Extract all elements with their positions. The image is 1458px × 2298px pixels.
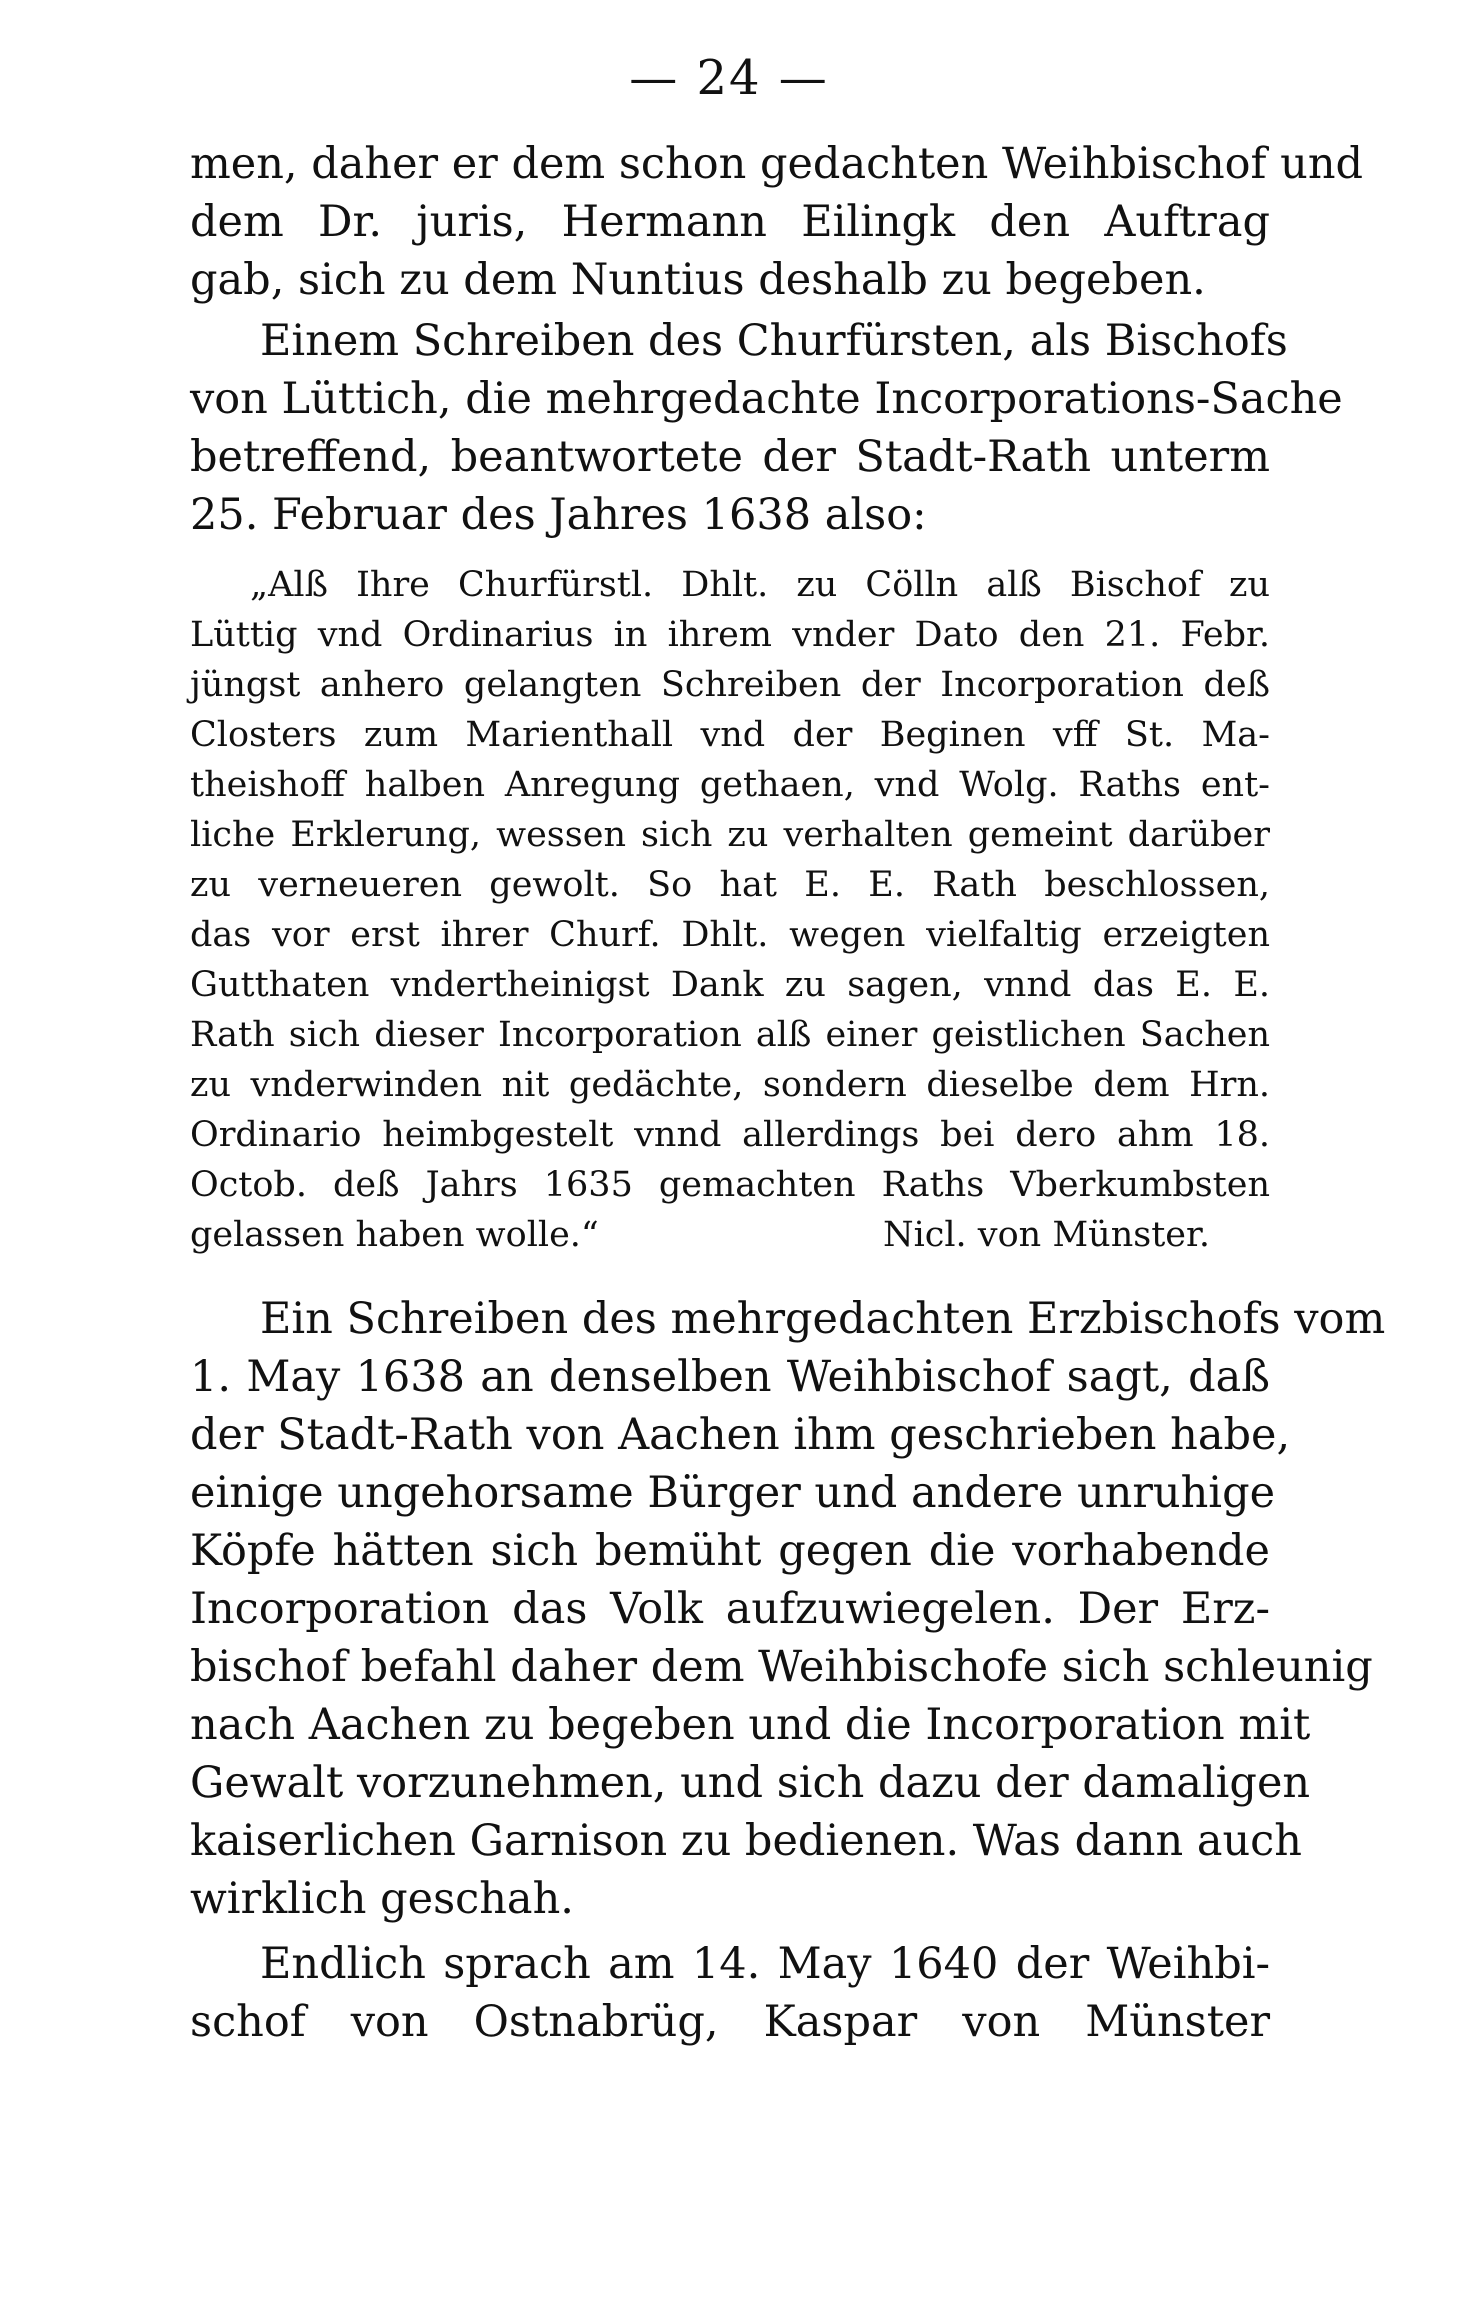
quote-line: theishoff halben Anregung gethaen, vnd Wolg. Raths ent- (190, 765, 1270, 805)
text-line: der Stadt-Rath von Aachen ihm geschrieben habe, (190, 1410, 1291, 1460)
text-line: kaiserlichen Garnison zu bedienen. Was dann auch (190, 1816, 1302, 1866)
text-line: nach Aachen zu begeben und die Incorporation mit (190, 1700, 1311, 1750)
quote-line: „Alß Ihre Churfürstl. Dhlt. zu Cölln alß Bischof zu (250, 565, 1270, 605)
quote-line: liche Erklerung, wessen sich zu verhalten gemeint darüber (190, 815, 1270, 855)
text-line: Ein Schreiben des mehrgedachten Erzbischofs vom (260, 1294, 1386, 1344)
paragraph-3 (190, 1290, 1386, 1928)
text-line: wirklich geschah. (190, 1874, 574, 1924)
quote-line: Octob. deß Jahrs 1635 gemachten Raths Vberkumbsten (190, 1165, 1270, 1205)
text-line: Einem Schreiben des Churfürsten, als Bischofs (260, 316, 1288, 366)
quote-line: das vor erst ihrer Churf. Dhlt. wegen vielfaltig erzeigten (190, 915, 1270, 955)
text-line: Endlich sprach am 14. May 1640 der Weihbi- (260, 1939, 1270, 1989)
paragraph-4 (190, 1935, 1270, 2051)
quote-line: Closters zum Marienthall vnd der Beginen vff St. Ma- (190, 715, 1270, 755)
text-line: einige ungehorsame Bürger und andere unruhige (190, 1468, 1276, 1518)
text-line: von Lüttich, die mehrgedachte Incorporations-Sache (190, 374, 1343, 424)
quote-line: gelassen haben wolle.“ (190, 1215, 599, 1255)
text-line: schof von Ostnabrüg, Kaspar von Münster (190, 1997, 1270, 2047)
quote-line: jüngst anhero gelangten Schreiben der Incorporation deß (190, 665, 1270, 705)
quote-line: Rath sich dieser Incorporation alß einer geistlichen Sachen (190, 1015, 1270, 1055)
quote-line: zu verneueren gewolt. So hat E. E. Rath beschlossen, (190, 865, 1270, 905)
text-line: gab, sich zu dem Nuntius deshalb zu begeben. (190, 255, 1206, 305)
text-line: 1. May 1638 an denselben Weihbischof sagt, daß (190, 1352, 1270, 1402)
quotation (190, 560, 1270, 1260)
text-line: bischof befahl daher dem Weihbischofe sich schleunig (190, 1642, 1373, 1692)
quote-closing-line (190, 1210, 1270, 1260)
quote-signature: Nicl. von Münster. (882, 1215, 1210, 1255)
quote-line: Lüttig vnd Ordinarius in ihrem vnder Dato den 21. Febr. (190, 615, 1270, 655)
quote-line: zu vnderwinden nit gedächte, sondern dieselbe dem Hrn. (190, 1065, 1270, 1105)
page-number: — 24 — (629, 50, 829, 106)
text-line: betreffend, beantwortete der Stadt-Rath unterm (190, 432, 1270, 482)
text-line: 25. Februar des Jahres 1638 also: (190, 490, 927, 540)
text-line: Gewalt vorzunehmen, und sich dazu der damaligen (190, 1758, 1311, 1808)
quote-line: Ordinario heimbgestelt vnnd allerdings bei dero ahm 18. (190, 1115, 1270, 1155)
paragraph-2 (190, 312, 1343, 544)
text-line: Köpfe hätten sich bemüht gegen die vorhabende (190, 1526, 1270, 1576)
text-line: Incorporation das Volk aufzuwiegelen. Der Erz- (190, 1584, 1270, 1634)
paragraph-1 (190, 135, 1364, 309)
quote-line: Gutthaten vndertheinigst Dank zu sagen, vnnd das E. E. (190, 965, 1270, 1005)
text-line: men, daher er dem schon gedachten Weihbischof und (190, 139, 1364, 189)
text-line: dem Dr. juris, Hermann Eilingk den Auftrag (190, 197, 1270, 247)
